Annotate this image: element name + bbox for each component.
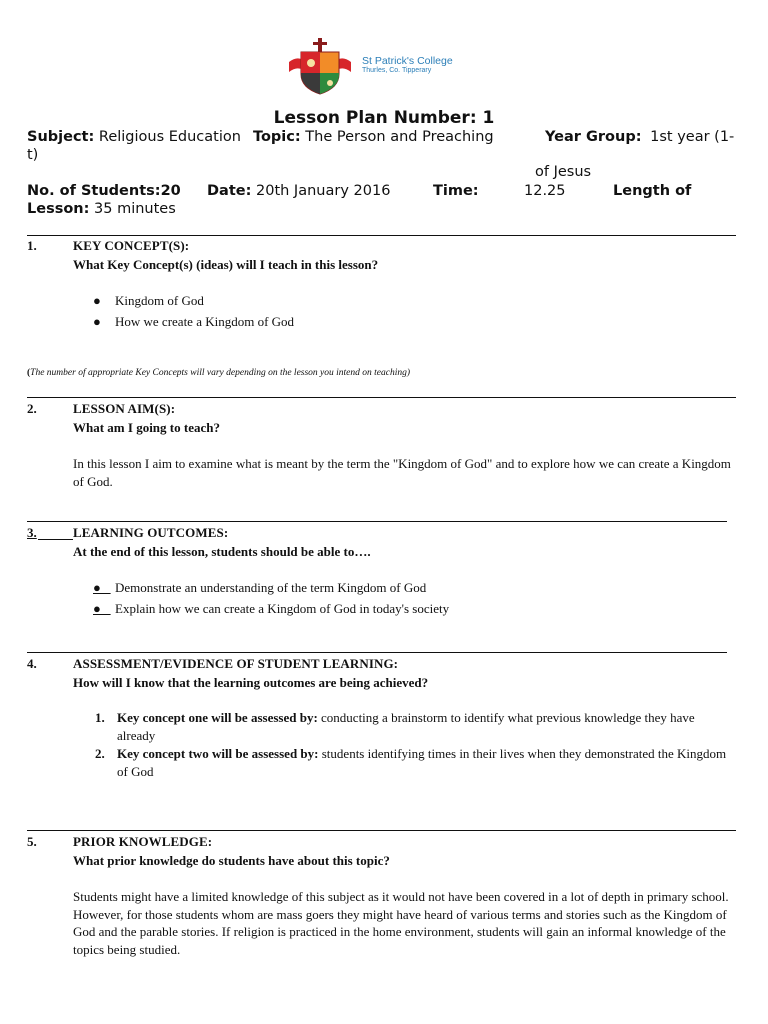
length-label: Length of bbox=[613, 183, 692, 199]
section-heading: ASSESSMENT/EVIDENCE OF STUDENT LEARNING: bbox=[73, 656, 399, 671]
list-item: 2. Key concept two will be assessed by: students identifying times in their lives when they demonstrated the Kingdom of God bbox=[95, 746, 727, 779]
date-value: 20th January 2016 bbox=[256, 183, 391, 199]
section-heading: KEY CONCEPT(S): bbox=[73, 238, 190, 253]
lesson-row bbox=[27, 201, 176, 217]
section-number: 4. bbox=[27, 656, 37, 671]
section-heading: LEARNING OUTCOMES: bbox=[73, 525, 229, 540]
section-divider bbox=[27, 521, 727, 522]
topic-label: Topic: bbox=[253, 129, 301, 145]
section-question: What prior knowledge do students have about this topic? bbox=[73, 853, 390, 868]
section-number: 3. bbox=[27, 525, 37, 540]
date-row bbox=[207, 183, 390, 199]
students-row bbox=[27, 183, 181, 199]
time-label: Time: bbox=[433, 183, 479, 199]
topic-row bbox=[253, 129, 494, 145]
section-body: Students might have a limited knowledge of this subject as it would not have been covered in a lot of depth in primary school. However, for those students whom are mass goers they might have heard of various terms and stories such as the Kingdom of God and the parable stories. If religion is practiced in the home environment, students will gain an informal knowledge of the topics being studied. bbox=[73, 889, 729, 957]
section-heading: LESSON AIM(S): bbox=[73, 401, 176, 416]
section-divider bbox=[27, 397, 736, 398]
section-number: 1. bbox=[27, 238, 37, 253]
topic-value-cont: of Jesus bbox=[535, 164, 592, 180]
section-question: At the end of this lesson, students should be able to…. bbox=[73, 544, 371, 559]
section-question: What am I going to teach? bbox=[73, 420, 220, 435]
college-name: St Patrick's College bbox=[362, 55, 453, 67]
topic-value: The Person and Preaching bbox=[305, 129, 494, 145]
students-label: No. of Students: bbox=[27, 183, 161, 199]
section-number: 2. bbox=[27, 401, 37, 416]
students-value: 20 bbox=[160, 183, 181, 199]
number-underline bbox=[38, 539, 73, 540]
lesson-label: Lesson: bbox=[27, 201, 90, 217]
list-item: ● Kingdom of God bbox=[93, 293, 204, 308]
college-place: Thurles, Co. Tipperary bbox=[362, 67, 432, 74]
subject-row bbox=[27, 129, 241, 145]
list-item: ● Explain how we can create a Kingdom of God in today's society bbox=[93, 601, 450, 616]
bullet-icon: ● bbox=[93, 293, 101, 308]
time-value: 12.25 bbox=[524, 183, 566, 199]
page-title: Lesson Plan Number: 1 bbox=[273, 108, 495, 128]
subject-label: Subject: bbox=[27, 129, 95, 145]
lesson-value: 35 minutes bbox=[94, 201, 176, 217]
year-value: 1st year (1- bbox=[650, 129, 735, 145]
section-heading: PRIOR KNOWLEDGE: bbox=[73, 834, 213, 849]
bullet-icon: ● bbox=[93, 314, 101, 329]
bullet-icon: ● bbox=[93, 580, 111, 595]
section-divider bbox=[27, 235, 736, 236]
list-item: ● How we create a Kingdom of God bbox=[93, 314, 295, 329]
section-divider bbox=[27, 652, 727, 653]
subject-value: Religious Education bbox=[98, 129, 241, 145]
list-item: ● Demonstrate an understanding of the term Kingdom of God bbox=[93, 580, 427, 595]
college-crest-icon bbox=[287, 36, 357, 98]
year-value-cont: t) bbox=[27, 147, 39, 163]
section-question: What Key Concept(s) (ideas) will I teach in this lesson? bbox=[73, 257, 379, 272]
year-label: Year Group: bbox=[545, 129, 642, 145]
section-body: In this lesson I aim to examine what is meant by the term the "Kingdom of God" and to explore how we can create a Kingdom of God. bbox=[73, 456, 731, 489]
section-question: How will I know that the learning outcomes are being achieved? bbox=[73, 675, 429, 690]
bullet-icon: ● bbox=[93, 601, 111, 616]
section-number: 5. bbox=[27, 834, 37, 849]
key-concept-note: (The number of appropriate Key Concepts will vary depending on the lesson you intend on teaching) bbox=[27, 368, 411, 378]
list-item: 1. Key concept one will be assessed by: conducting a brainstorm to identify what previous knowledge they have already bbox=[95, 710, 695, 743]
year-row bbox=[545, 129, 734, 145]
section-divider bbox=[27, 830, 736, 831]
date-label: Date: bbox=[207, 183, 252, 199]
